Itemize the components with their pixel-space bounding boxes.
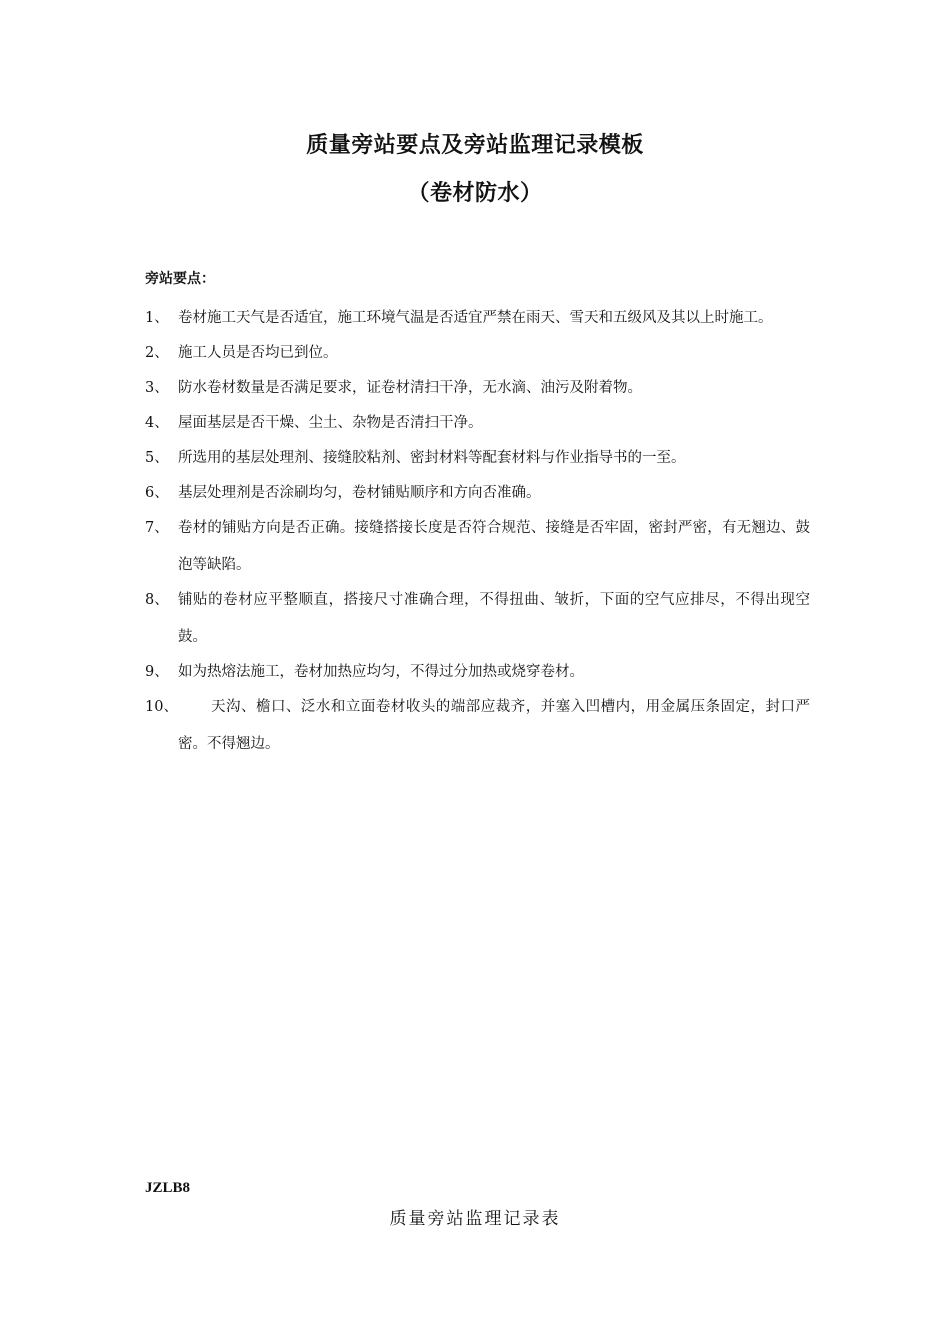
- list-item-text: 所选用的基层处理剂、接缝胶粘剂、密封材料等配套材料与作业指导书的一至。: [178, 450, 686, 466]
- list-item-number: 1、: [145, 310, 169, 326]
- list-item-text: 施工人员是否均已到位。: [178, 345, 338, 361]
- list-item: [145, 654, 810, 691]
- list-item-text: 如为热熔法施工，卷材加热应均匀，不得过分加热或烧穿卷材。: [178, 664, 584, 680]
- list-item: [145, 689, 810, 763]
- list-item: [145, 582, 810, 656]
- list-item-text: 防水卷材数量是否满足要求，证卷材清扫干净，无水滴、油污及附着物。: [178, 380, 642, 396]
- list-item-number: 3、: [145, 380, 169, 396]
- document-subtitle: （卷材防水）: [407, 181, 543, 206]
- list-item: [145, 370, 810, 407]
- list-item-number: 4、: [145, 415, 169, 431]
- list-item-text: 天沟、檐口、泛水和立面卷材收头的端部应裁齐，并塞入凹槽内，用金属压条固定，封口严密。不得翘边。: [178, 699, 810, 752]
- section-heading: 旁站要点：: [145, 271, 215, 287]
- list-item-number: 10、: [145, 699, 178, 715]
- list-item-text: 基层处理剂是否涂刷均匀，卷材铺贴顺序和方向否准确。: [178, 485, 541, 501]
- list-item: [145, 405, 810, 442]
- list-item-text: 屋面基层是否干燥、尘土、杂物是否清扫干净。: [178, 415, 483, 431]
- list-item-number: 8、: [145, 592, 169, 608]
- list-item: [145, 510, 810, 584]
- key-points-list: [145, 300, 810, 761]
- list-item-number: 9、: [145, 664, 169, 680]
- list-item-text: 卷材的铺贴方向是否正确。接缝搭接长度是否符合规范、接缝是否牢固，密封严密，有无翘边、鼓泡等缺陷。: [178, 520, 810, 573]
- list-item-number: 6、: [145, 485, 169, 501]
- list-item: [145, 335, 810, 372]
- list-item: [145, 300, 810, 337]
- list-item-number: 2、: [145, 345, 169, 361]
- list-item: [145, 440, 810, 477]
- list-item: [145, 475, 810, 512]
- list-item-number: 5、: [145, 450, 169, 466]
- form-code: JZLB8: [145, 1180, 191, 1196]
- list-item-number: 7、: [145, 520, 169, 536]
- list-item-text: 卷材施工天气是否适宜，施工环境气温是否适宜严禁在雨天、雪天和五级风及其以上时施工。: [178, 310, 773, 326]
- document-title: 质量旁站要点及旁站监理记录模板: [306, 133, 644, 158]
- list-item-text: 铺贴的卷材应平整顺直，搭接尺寸准确合理，不得扭曲、皱折，下面的空气应排尽，不得出现空鼓。: [178, 592, 810, 645]
- record-table-title: 质量旁站监理记录表: [389, 1209, 561, 1229]
